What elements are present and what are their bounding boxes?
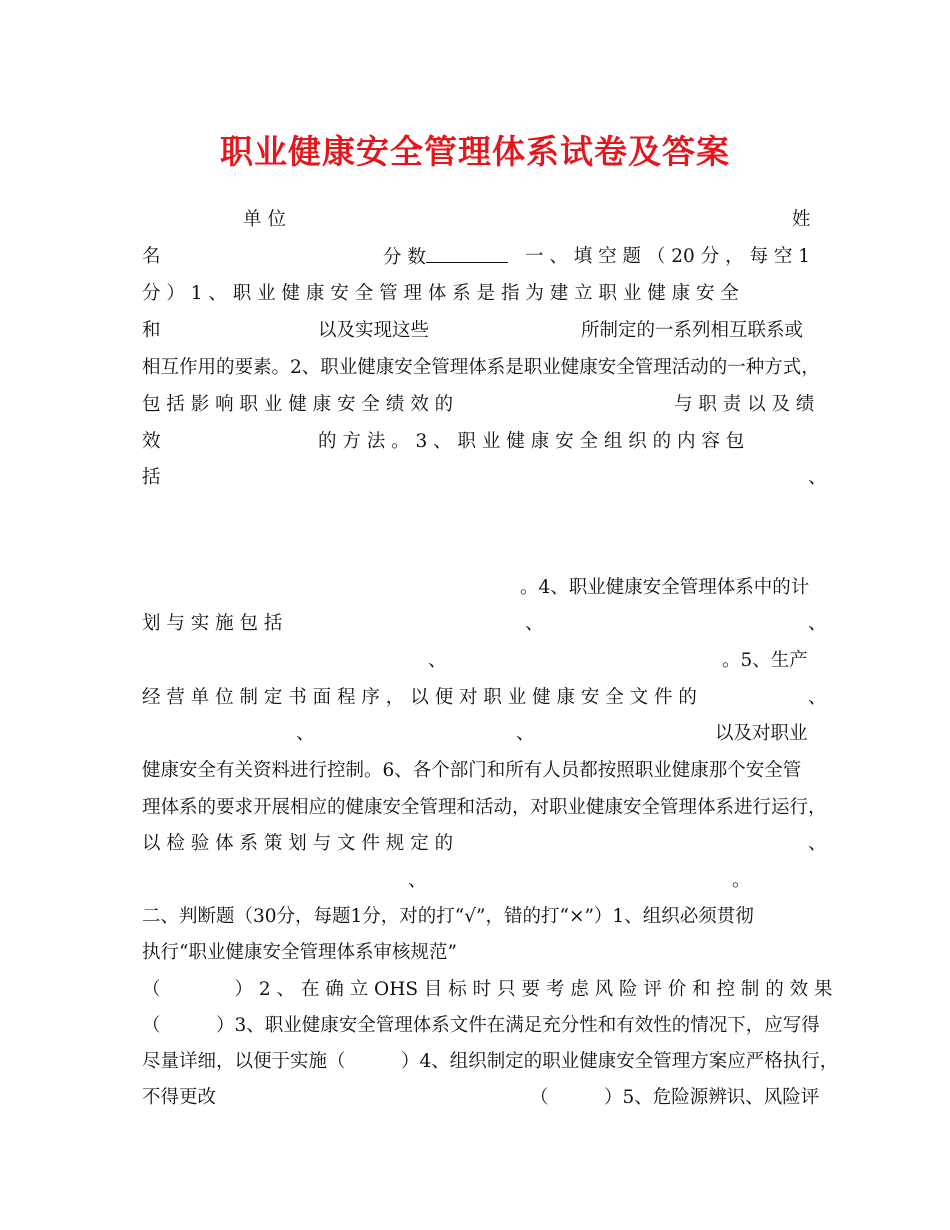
question-line: 以及对职业 (715, 723, 808, 744)
question-line: 、 (516, 723, 535, 744)
question-line: 、 (408, 870, 427, 891)
question-line: 不得更改 (142, 1087, 217, 1108)
question-line: 、 (296, 723, 315, 744)
question-line: 以 检 验 体 系 策 划 与 文 件 规 定 的 (142, 833, 454, 854)
question-line: （ ）3、职业健康安全管理体系文件在满足充分性和有效性的情况下，应写得 (142, 1015, 820, 1036)
question-line: 理体系的要求开展相应的健康安全管理和活动，对职业健康安全管理体系进行运行， (142, 797, 827, 818)
unit-label: 单 位 (243, 209, 286, 230)
question-line: 、 (808, 687, 827, 708)
section-two-heading: 二、判断题（30分，每题1分，对的打“√”，错的打“×”）1、组织必须贯彻 (142, 906, 754, 927)
question-line: 所制定的一系列相互联系或 (581, 320, 804, 341)
question-line: 的 方 法 。 3 、 职 业 健 康 安 全 组 织 的 内 容 包 (318, 431, 745, 452)
question-line: 尽量详细，以便于实施（ ）4、组织制定的职业健康安全管理方案应严格执行， (142, 1051, 839, 1072)
question-line: 。4、职业健康安全管理体系中的计 (520, 577, 810, 598)
question-line: 经 营 单 位 制 定 书 面 程 序 ， 以 便 对 职 业 健 康 安 全 文 件 的 (142, 687, 697, 708)
question-line: 相互作用的要素。2、职业健康安全管理体系是职业健康安全管理活动的一种方式， (142, 357, 820, 378)
score-label: 分 数 (383, 245, 508, 270)
question-line: 。 (732, 870, 751, 891)
question-line: 划 与 实 施 包 括 (142, 613, 283, 634)
question-line: 以及实现这些 (318, 320, 430, 341)
question-line: 、 (428, 650, 447, 671)
question-line: 分 ） 1 、 职 业 健 康 安 全 管 理 体 系 是 指 为 建 立 职 业 健 康 安 全 (142, 283, 739, 304)
question-line: （ ）5、危险源辨识、风险评 (530, 1087, 820, 1108)
page-title: 职业健康安全管理体系试卷及答案 (220, 132, 730, 171)
question-line: 包 括 影 响 职 业 健 康 安 全 绩 效 的 (142, 394, 454, 415)
section-one-heading: 一 、 填 空 题 （ 20 分 ， 每 空 1 (525, 246, 810, 267)
question-line: 、 (808, 467, 827, 488)
question-line: 、 (808, 833, 827, 854)
question-line: 和 (142, 320, 161, 341)
question-line: 效 (142, 431, 161, 452)
name-label-end: 名 (142, 246, 161, 267)
name-label-start: 姓 (792, 209, 811, 230)
question-line: 与 职 责 以 及 绩 (674, 394, 815, 415)
question-line: 括 (142, 467, 161, 488)
question-line: （ ） 2 、 在 确 立 OHS 目 标 时 只 要 考 虑 风 险 评 价 和 控 制 的 效 果 (142, 979, 833, 1000)
question-line: 、 (525, 613, 544, 634)
question-line: 、 (808, 613, 827, 634)
question-line: 健康安全有关资料进行控制。6、各个部门和所有人员都按照职业健康那个安全管 (142, 760, 802, 781)
question-line: 。5、生产 (722, 650, 808, 671)
score-blank[interactable] (426, 245, 508, 263)
question-line: 执行“职业健康安全管理体系审核规范” (142, 942, 457, 963)
